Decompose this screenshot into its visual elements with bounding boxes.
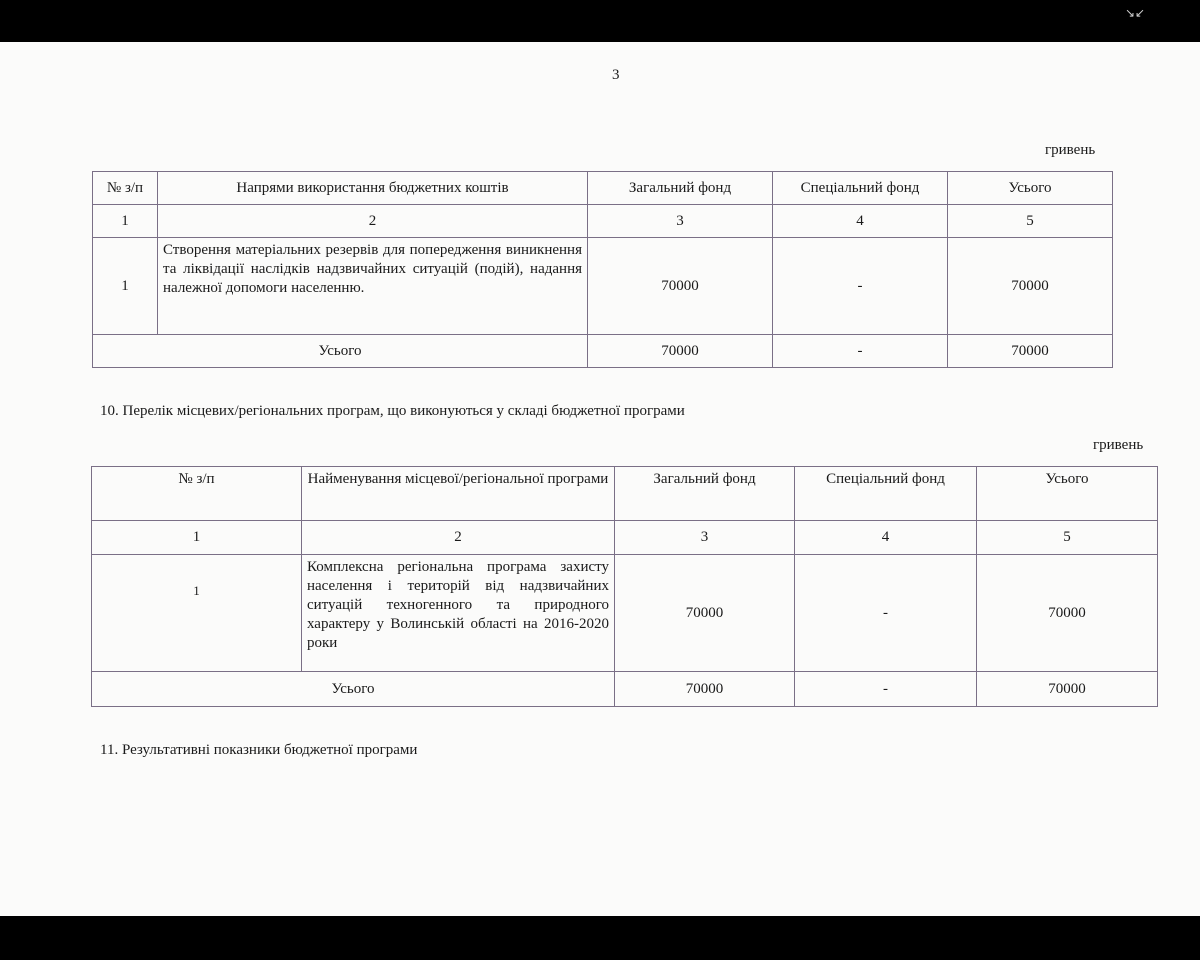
header-cell: № з/п xyxy=(92,467,302,521)
total-special-fund: - xyxy=(795,672,977,707)
total-label: Усього xyxy=(93,335,588,368)
total-label: Усього xyxy=(92,672,615,707)
total-sum: 70000 xyxy=(977,672,1158,707)
header-cell: Найменування місцевої/регіональної програми xyxy=(302,467,615,521)
header-cell: Загальний фонд xyxy=(615,467,795,521)
header-cell: Спеціальний фонд xyxy=(773,172,948,205)
column-number: 1 xyxy=(92,521,302,555)
total-value: 70000 xyxy=(948,238,1113,335)
section-10-heading: 10. Перелік місцевих/регіональних програм, що виконуються у складі бюджетної програми xyxy=(100,403,685,419)
regional-programs-table xyxy=(91,466,1158,707)
currency-unit-label: гривень xyxy=(1045,142,1096,158)
header-cell: Усього xyxy=(948,172,1113,205)
table-row xyxy=(92,555,1158,672)
collapse-arrows-icon[interactable]: ↘↙ xyxy=(1124,6,1146,20)
header-cell: Загальний фонд xyxy=(588,172,773,205)
total-general-fund: 70000 xyxy=(615,672,795,707)
column-number: 4 xyxy=(773,205,948,238)
header-cell: Усього xyxy=(977,467,1158,521)
total-value: 70000 xyxy=(977,555,1158,672)
total-row xyxy=(92,672,1158,707)
general-fund-value: 70000 xyxy=(588,238,773,335)
viewer-bottom-bar xyxy=(0,916,1200,960)
header-cell: № з/п xyxy=(93,172,158,205)
column-number: 2 xyxy=(302,521,615,555)
column-number: 2 xyxy=(158,205,588,238)
program-name: Комплексна регіональна програма захисту населення і територій від надзвичайних ситуацій техногенного та природного характеру у Волинській області на 2016-2020 роки xyxy=(302,555,615,672)
table-header-row xyxy=(92,467,1158,521)
column-number: 3 xyxy=(615,521,795,555)
special-fund-value: - xyxy=(773,238,948,335)
column-number: 1 xyxy=(93,205,158,238)
total-general-fund: 70000 xyxy=(588,335,773,368)
general-fund-value: 70000 xyxy=(615,555,795,672)
column-number: 5 xyxy=(948,205,1113,238)
column-number: 5 xyxy=(977,521,1158,555)
column-number: 3 xyxy=(588,205,773,238)
header-cell: Напрями використання бюджетних коштів xyxy=(158,172,588,205)
column-number: 4 xyxy=(795,521,977,555)
header-cell: Спеціальний фонд xyxy=(795,467,977,521)
total-row xyxy=(93,335,1113,368)
document-page xyxy=(0,42,1200,916)
page-number: 3 xyxy=(612,67,620,83)
table-row xyxy=(93,238,1113,335)
column-number-row xyxy=(92,521,1158,555)
column-number-row xyxy=(93,205,1113,238)
total-sum: 70000 xyxy=(948,335,1113,368)
budget-directions-table xyxy=(92,171,1113,368)
direction-name: Створення матеріальних резервів для попередження виникнення та ліквідації наслідків надзвичайних ситуацій (подій), надання належної допомоги населенню. xyxy=(158,238,588,335)
row-number: 1 xyxy=(93,238,158,335)
currency-unit-label: гривень xyxy=(1093,437,1144,453)
special-fund-value: - xyxy=(795,555,977,672)
row-number: 1 xyxy=(92,555,302,672)
viewer-top-bar xyxy=(0,0,1200,42)
section-11-heading: 11. Результативні показники бюджетної програми xyxy=(100,742,418,758)
table-header-row xyxy=(93,172,1113,205)
total-special-fund: - xyxy=(773,335,948,368)
